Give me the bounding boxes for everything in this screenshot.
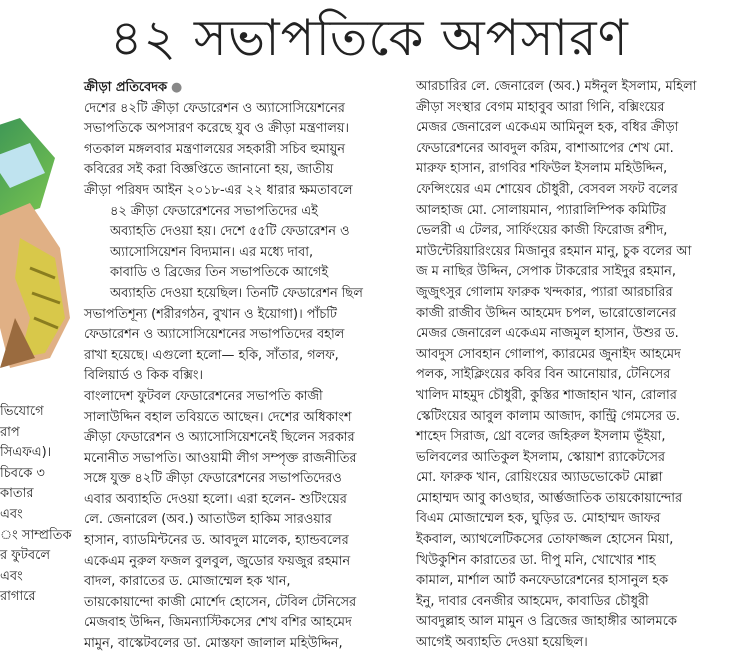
article-line: এবার অব্যাহতি দেওয়া হলো। এরা হলেন- শুটিংয়ের	[84, 491, 347, 507]
article-line: মনোনীত সভাপতি। আওয়ামী লীগ সম্পৃক্ত রাজনীতির	[84, 450, 357, 466]
article-line: সভাপতিকে অপসারণ করেছে যুব ও ক্রীড়া মন্ত্রণালয়।	[84, 121, 350, 137]
adjacent-line: এবং	[0, 568, 23, 584]
article-line: শাহেদ সিরাজ, থ্রো বলের জহিরুল ইসলাম ভূঁইয়া,	[416, 429, 666, 445]
article-line: অব্যাহতি দেওয়া হয়েছিল। তিনটি ফেডারেশন ছিল	[110, 285, 363, 301]
article-line: মাউন্টেরিয়ারিংয়ের মিজানুর রহমান মানু, চুক বলের আ	[416, 243, 692, 259]
article-line: মোহাম্মদ আবু কাওছার, আর্ম্ভজাতিক তায়কোয়ান্দোর	[416, 490, 683, 506]
article-line: ক্রীড়া পরিষদ আইন ২০১৮-এর ২২ ধারার ক্ষমতাবলে	[84, 182, 353, 198]
article-line: দেশের ৪২টি ক্রীড়া ফেডারেশন ও অ্যাসোসিয়েশনের	[84, 100, 345, 116]
article-line: রাখা হয়েছে। এগুলো হলো— হকি, সাঁতার, গলফ,	[84, 347, 339, 363]
article-line: কামাল, মার্শাল আর্ট কনফেডারেশনের হাসানুল হক	[416, 573, 669, 589]
article-line: ফেডারেশন ও অ্যাসোসিয়েশনের সভাপতিদের বহাল	[84, 327, 345, 343]
article-line: ৪২ ক্রীড়া ফেডারেশনের সভাপতিদের এই	[110, 203, 318, 219]
article-line: বাদল, কারাতের ড. মোজাম্মেল হক খান,	[84, 574, 291, 590]
article-line: সঙ্গে যুক্ত ৪২টি ক্রীড়া ফেডারেশনের সভাপতিদেরও	[84, 471, 342, 487]
headline: ৪২ সভাপতিকে অপসারণ	[110, 9, 629, 67]
article-line: ভেলরী এ টেলর, সার্ফিংয়ের কাজী ফিরোজ রশীদ,	[416, 223, 668, 239]
adjacent-line: রাগারে	[0, 589, 36, 605]
article-line: একেএম নুরুল ফজল বুলবুল, জুডোর ফয়জুর রহমান	[84, 553, 351, 569]
adjacent-line: ভিযোগে	[0, 404, 44, 419]
bullet-icon: ●	[171, 80, 183, 95]
article-line: খালিদ মাহমুদ চৌধুরী, কুস্তির শাজাহান খান, রোলার	[416, 387, 677, 403]
article-line: মারুফ হাসান, রাগবির শফিউল ইসলাম মহিউদ্দিন,	[416, 161, 668, 177]
article-line: সালাউদ্দিন বহাল তবিয়তে আছেন। দেশের অধিকাংশ	[84, 409, 352, 425]
article-line: জুজুৎসুর গোলাম ফারুক খন্দকার, প্যারা আরচারির	[416, 284, 673, 300]
article-line: আরচারির লে. জেনারেল (অব.) মঈনুল ইসলাম, মহিলা	[416, 79, 697, 94]
article-line: সভাপতিশূন্য (শরীরগঠন, বুখান ও ইয়োগা)। পাঁচটি	[84, 306, 337, 322]
article-line: ফেন্সিংয়ের এম শোয়েব চৌধুরী, বেসবল সফট বলের	[416, 181, 678, 197]
adjacent-line: ং সাম্প্রতিক	[0, 527, 72, 543]
article-line: অব্যাহতি দেওয়া হয়। দেশে ৫৫টি ফেডারেশন ও	[110, 224, 350, 240]
adjacent-line: রাপ	[0, 424, 20, 440]
article-line: তায়কোয়ান্দো কাজী মোর্শেদ হোসেন, টেবিল টেনিসের	[84, 594, 357, 610]
article-line: আবদুস সোবহান গোলাপ, ক্যারমের জুনাইদ আহমেদ	[416, 346, 681, 362]
adjacent-story	[0, 402, 82, 608]
article-line: আলহাজ মো. সোলায়মান, প্যারালিম্পিক কমিটির	[416, 202, 667, 218]
article-line: ইকবাল, অ্যাথলেটিকসের তোফাজ্জল হোসেন মিয়া,	[416, 532, 674, 548]
article-line: ক্রীড়া সংস্থার বেগম মাহাবুব আরা গিনি, বক্সিংয়ের	[416, 99, 665, 115]
article-line: আগেই অব্যাহতি দেওয়া হয়েছিল।	[416, 635, 588, 651]
adjacent-line: এবং	[0, 506, 23, 522]
article-line: ভলিবলের আতিকুল ইসলাম, স্কোয়াশ র‍্যাকেটসের	[416, 449, 665, 465]
article-line: কাবাডি ও ব্রিজের তিন সভাপতিকে আগেই	[110, 265, 329, 281]
article-line: মো. ফারুক খান, রোয়িংয়ের অ্যাডভোকেট মোল্লা	[416, 470, 663, 486]
article-line: অ্যাসোসিয়েশন বিদ্যমান। এর মধ্যে দাবা,	[110, 244, 314, 260]
article-line: কবিরের সই করা বিজ্ঞপ্তিতে জানানো হয়, জাতীয়	[84, 162, 334, 178]
article-line: বিলিয়ার্ড ও কিক বক্সিং।	[84, 368, 203, 384]
article-line: মেজবাহ উদ্দিন, জিমন্যাস্টিকসের শেখ বশির আহমেদ	[84, 615, 352, 631]
article-line: ইনু, দাবার বেনজীর আহমেদ, কাবাডির চৌধুরী	[416, 593, 649, 609]
article-column-1	[84, 78, 410, 655]
article-line: জ ম নাছির উদ্দিন, সেপাক টাকরোর সাইদুর রহমান,	[416, 264, 676, 280]
article-line: মেজর জেনারেল একেএম নাজমুল হাসান, উশুর ড.	[416, 326, 679, 342]
adjacent-line: কাতার	[0, 486, 34, 502]
article-line: লে. জেনারেল (অব.) আতাউল হাকিম সারওয়ার	[84, 512, 332, 528]
article-line: মেজর জেনারেল একেএম আমিনুল হক, বধির ক্রীড়া	[416, 120, 679, 136]
article-line: মামুন, বাস্কেটবলের ডা. মোস্তফা জালাল মহিউদ্দিন,	[84, 636, 343, 652]
article-line: ক্রীড়া ফেডারেশন ও অ্যাসোসিয়েশনেই ছিলেন সরকার	[84, 430, 355, 446]
left-strip	[0, 70, 82, 605]
adjacent-line: সিএফএ)।	[0, 445, 52, 461]
article-line: গতকাল মঙ্গলবার মন্ত্রণালয়ের সহকারী সচিব হুমায়ুন	[84, 141, 345, 157]
article-line: বাংলাদেশ ফুটবল ফেডারেশনের সভাপতি কাজী	[84, 388, 323, 404]
article-line: হাসান, ব্যাডমিন্টনের ড. আবদুল মালেক, হ্যান্ডবলের	[84, 533, 349, 549]
article-line: পলক, সাইক্লিংয়ের কবির বিন আনোয়ার, টেনিসের	[416, 367, 671, 383]
byline-text: ক্রীড়া প্রতিবেদক	[84, 80, 168, 95]
article-line: স্কেটিংয়ের আবুল কালাম আজাদ, কান্ট্রি গেমসের ড.	[416, 408, 680, 424]
article-line: বিএম মোজাম্মেল হক, ঘুড়ির ড. মোহাম্মদ জাফর	[416, 511, 661, 527]
article-line: আবদুল্লাহ আল মামুন ও ব্রিজের জাহাঙ্গীর আলমকে	[416, 614, 677, 630]
adjacent-line: চিবকে ৩	[0, 465, 45, 481]
article-column-2	[416, 77, 732, 654]
article-line: ফেডারেশনের আবদুল করিম, বাশাআপের শেখ মো.	[416, 140, 674, 156]
article-line: কাজী রাজীব উদ্দিন আহমেদ চপল, ভারোত্তোলনের	[416, 305, 677, 321]
adjacent-line: র ফুটবলে	[0, 548, 51, 564]
byline	[84, 78, 410, 99]
article-line: খিউকুশিন কারাতের ডা. দীপু মনি, খোখোর শাহ	[416, 552, 656, 568]
